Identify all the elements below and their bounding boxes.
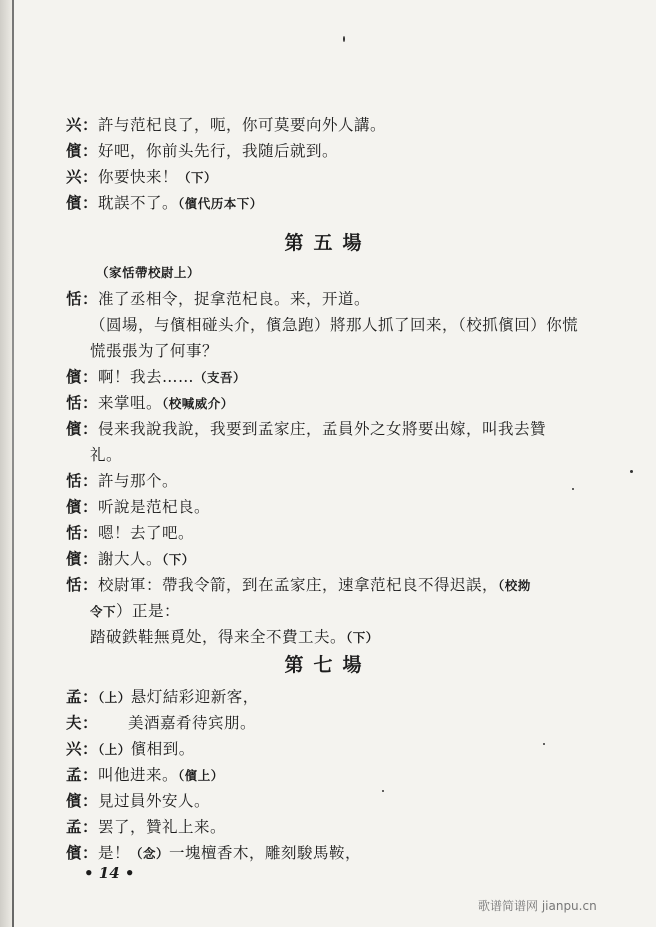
speaker-label: 儐： — [66, 419, 99, 438]
scan-speck — [572, 488, 574, 490]
dialogue-line — [66, 338, 606, 364]
continued-dialogue — [66, 112, 606, 216]
scan-speck — [382, 790, 384, 792]
speaker-label: 孟： — [66, 687, 99, 706]
dialogue-text: 你要快来！ — [98, 168, 179, 186]
stage-direction: （儐代历本下） — [178, 196, 263, 211]
stage-direction: （下） — [178, 170, 218, 185]
scene-5-stage-direction — [96, 260, 636, 286]
speaker-label: 恬： — [66, 471, 99, 490]
speaker-label: 孟： — [66, 765, 99, 784]
dialogue-text: 許与范杞良了，呃，你可莫要向外人講。 — [98, 116, 387, 134]
dialogue-text: 儐相到。 — [130, 740, 195, 758]
speaker-label: 儐： — [66, 791, 99, 810]
dialogue-line — [66, 164, 606, 190]
stage-direction: （下） — [162, 552, 195, 567]
speaker-label: 儐： — [66, 367, 99, 386]
stage-direction: （校拗 — [498, 578, 531, 593]
speaker-label: 儐： — [66, 193, 99, 212]
scene-7-heading: 第七場 — [284, 654, 372, 676]
dialogue-text: 好吧，你前头先行，我随后就到。 — [98, 142, 339, 160]
speaker-label: 孟： — [66, 817, 99, 836]
dialogue-text: 来掌咀。 — [98, 394, 163, 412]
dialogue-text: 美酒嘉肴待宾朋。 — [128, 714, 257, 732]
stage-direction: （下） — [346, 630, 379, 645]
dialogue-line — [66, 546, 606, 572]
scan-speck — [630, 470, 633, 473]
speaker-label: 恬： — [66, 289, 99, 308]
dialogue-text: 嗯！去了吧。 — [98, 524, 195, 542]
dialogue-text: 听說是范杞良。 — [98, 498, 211, 516]
dialogue-line — [66, 710, 606, 736]
page-margin-rule — [12, 0, 14, 927]
dialogue-line — [66, 286, 606, 312]
dialogue-line — [66, 138, 606, 164]
dialogue-line — [66, 624, 606, 650]
speaker-label: 儐： — [66, 141, 99, 160]
page-number: • 14 • — [84, 864, 135, 882]
dialogue-text: 是！ — [98, 844, 131, 862]
speaker-label: 夫： — [66, 713, 99, 732]
dialogue-line — [66, 814, 606, 840]
dialogue-text: 慌張張为了何事？ — [90, 342, 219, 360]
stage-direction: （念） — [130, 846, 170, 861]
dialogue-text: 見过員外安人。 — [98, 792, 211, 810]
stage-direction: （校喊威介） — [162, 396, 234, 411]
dialogue-text: 校尉軍：帶我令箭，到在孟家庄，速拿范杞良不得迟誤， — [98, 576, 499, 594]
watermark: 歌谱简谱网 jianpu.cn — [478, 899, 597, 913]
scan-speck — [343, 36, 345, 42]
speaker-label: 儐： — [66, 843, 99, 862]
speaker-label: 恬： — [66, 523, 99, 542]
stage-direction: （家恬帶校尉上） — [96, 265, 201, 280]
dialogue-text: （圆場，与儐相碰头介，儐急跑）將那人抓了回来，（校抓儐回）你慌 — [90, 316, 579, 334]
stage-direction: （上） — [98, 690, 131, 705]
dialogue-line — [66, 762, 606, 788]
speaker-label: 儐： — [66, 549, 99, 568]
dialogue-line — [66, 416, 606, 442]
dialogue-text: 啊！我去…… — [98, 368, 195, 386]
dialogue-text: 一塊檀香木，雕刻駿馬鞍， — [169, 844, 362, 862]
stage-direction: （支吾） — [194, 370, 247, 385]
dialogue-line — [66, 494, 606, 520]
dialogue-line — [66, 572, 606, 598]
dialogue-line — [66, 364, 606, 390]
dialogue-text: 准了丞相令，捉拿范杞良。来，开道。 — [98, 290, 371, 308]
dialogue-line — [66, 520, 606, 546]
dialogue-text: 踏破鉄鞋無覓处，得来全不費工夫。 — [90, 628, 347, 646]
dialogue-line — [66, 684, 606, 710]
scene-5-heading: 第五場 — [284, 232, 372, 254]
dialogue-line — [66, 468, 606, 494]
dialogue-line — [66, 840, 606, 866]
stage-direction: 令下 — [90, 604, 117, 619]
speaker-label: 兴： — [66, 739, 99, 758]
speaker-label: 恬： — [66, 393, 99, 412]
dialogue-text: ）正是： — [116, 602, 181, 620]
speaker-label: 恬： — [66, 575, 99, 594]
speaker-label: 兴： — [66, 115, 99, 134]
dialogue-text: 謝大人。 — [98, 550, 163, 568]
dialogue-line — [66, 736, 606, 762]
dialogue-text: 許与那个。 — [98, 472, 179, 490]
speaker-label: 兴： — [66, 167, 99, 186]
stage-direction: （上） — [98, 742, 131, 757]
dialogue-line — [66, 390, 606, 416]
dialogue-text: 悬灯結彩迎新客， — [130, 688, 259, 706]
dialogue-line — [66, 112, 606, 138]
scan-speck — [543, 743, 545, 745]
dialogue-text: 侵来我說我說，我要到孟家庄，孟員外之女將要出嫁，叫我去贊 — [98, 420, 547, 438]
dialogue-line — [66, 598, 606, 624]
dialogue-line — [66, 312, 606, 338]
scene-7-dialogue — [66, 684, 606, 866]
dialogue-text: 耽誤不了。 — [98, 194, 179, 212]
stage-direction: （儐上） — [178, 768, 224, 783]
speaker-label: 儐： — [66, 497, 99, 516]
dialogue-line — [66, 788, 606, 814]
dialogue-line — [66, 190, 606, 216]
page-binding-shadow — [0, 0, 12, 927]
dialogue-line — [66, 442, 606, 468]
dialogue-text: 叫他进来。 — [98, 766, 179, 784]
scene-5-dialogue — [66, 286, 606, 650]
dialogue-text: 礼。 — [90, 446, 123, 464]
dialogue-text: 罢了，贊礼上来。 — [98, 818, 227, 836]
